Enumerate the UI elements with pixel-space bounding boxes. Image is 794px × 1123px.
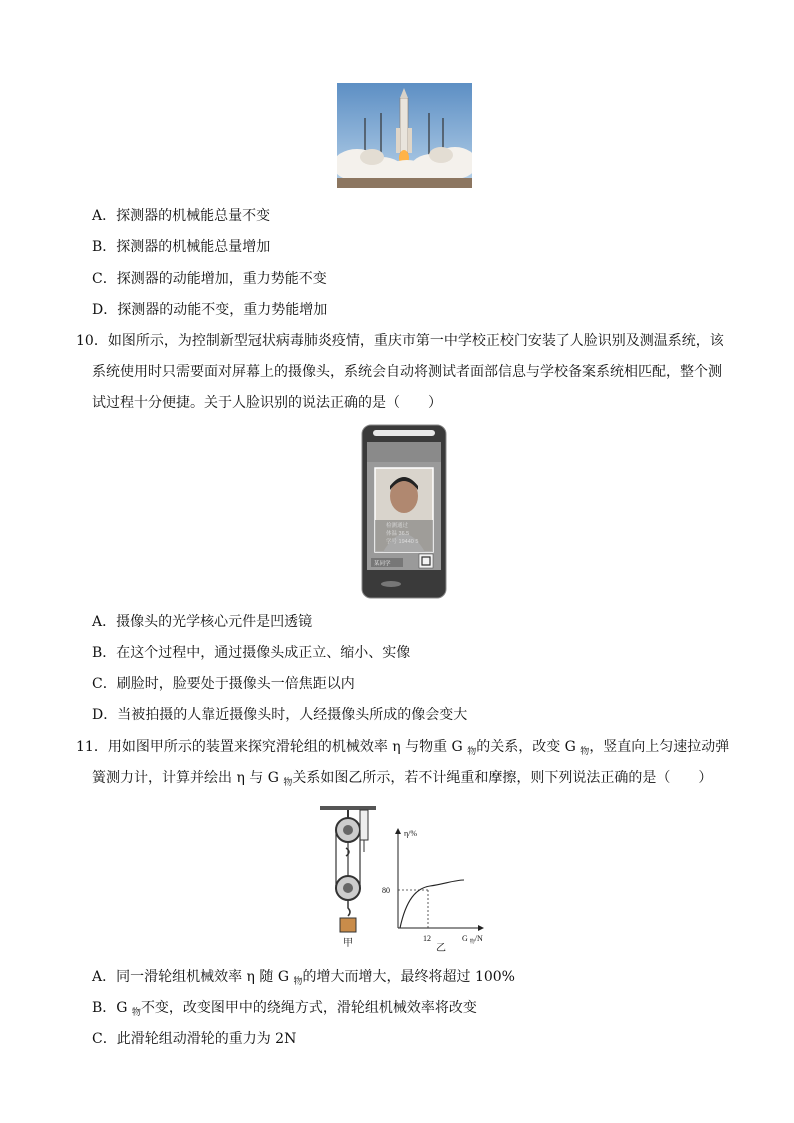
device-name-text: 某同学 xyxy=(374,561,391,567)
efficiency-curve xyxy=(400,880,464,928)
device-id-text: 学号 19440 5 xyxy=(386,539,419,545)
face-recognition-device xyxy=(361,424,447,599)
q10-stem-line1: 10．如图所示，为控制新型冠状病毒肺炎疫情，重庆市第一中学校正校门安装了人脸识别及测温系统，该 xyxy=(76,333,724,349)
q11-option-c: C．此滑轮组动滑轮的重力为 2N xyxy=(92,1031,297,1047)
q9-option-d: D．探测器的动能不变，重力势能增加 xyxy=(92,302,328,318)
figure-yi-label: 乙 xyxy=(436,943,446,952)
q11-stem-line2: 簧测力计，计算并绘出 η 与 G $_物$关系如图乙所示，若不计绳重和摩擦，则下列说法正确的是（ ） xyxy=(92,770,713,788)
q9-option-b: B．探测器的机械能总量增加 xyxy=(92,239,271,255)
q10-option-a: A．摄像头的光学核心元件是凹透镜 xyxy=(92,614,313,630)
graph-x-axis-label: G $_物$/N xyxy=(462,934,483,945)
q11-option-a: A．同一滑轮组机械效率 η 随 G $_物$的增大而增大，最终将超过 100% xyxy=(92,969,515,987)
q10-stem-line3: 试过程十分便捷。关于人脸识别的说法正确的是（ ） xyxy=(92,395,442,411)
pulley-apparatus-figure xyxy=(318,804,378,954)
figure-jia-label: 甲 xyxy=(343,938,353,949)
device-temp-text: 体温 36.5 xyxy=(386,531,410,537)
q11-stem-line1: 11．用如图甲所示的装置来探究滑轮组的机械效率 η 与物重 G $_物$的关系，改变 G $_物$，竖直向上匀速拉动弹 xyxy=(76,739,730,757)
q9-option-a: A．探测器的机械能总量不变 xyxy=(92,208,271,224)
graph-y-tick-80: 80 xyxy=(382,886,390,895)
q11-option-b: B．G $_物$不变，改变图甲中的绕绳方式，滑轮组机械效率将改变 xyxy=(92,1000,477,1018)
rocket-launch-photo xyxy=(337,83,472,188)
q9-option-c: C．探测器的动能增加，重力势能不变 xyxy=(92,271,327,287)
graph-y-axis-label: η/% xyxy=(404,829,418,838)
q10-option-d: D．当被拍摄的人靠近摄像头时，人经摄像头所成的像会变大 xyxy=(92,707,468,723)
q10-stem-line2: 系统使用时只需要面对屏幕上的摄像头，系统会自动将测试者面部信息与学校备案系统相匹配，整个测 xyxy=(92,364,722,380)
q10-option-b: B．在这个过程中，通过摄像头成正立、缩小、实像 xyxy=(92,645,411,661)
efficiency-graph xyxy=(380,820,492,952)
device-status-text: 检测通过 xyxy=(386,523,409,529)
graph-x-tick-12: 12 xyxy=(423,934,431,943)
q10-option-c: C．刷脸时，脸要处于摄像头一倍焦距以内 xyxy=(92,676,355,692)
